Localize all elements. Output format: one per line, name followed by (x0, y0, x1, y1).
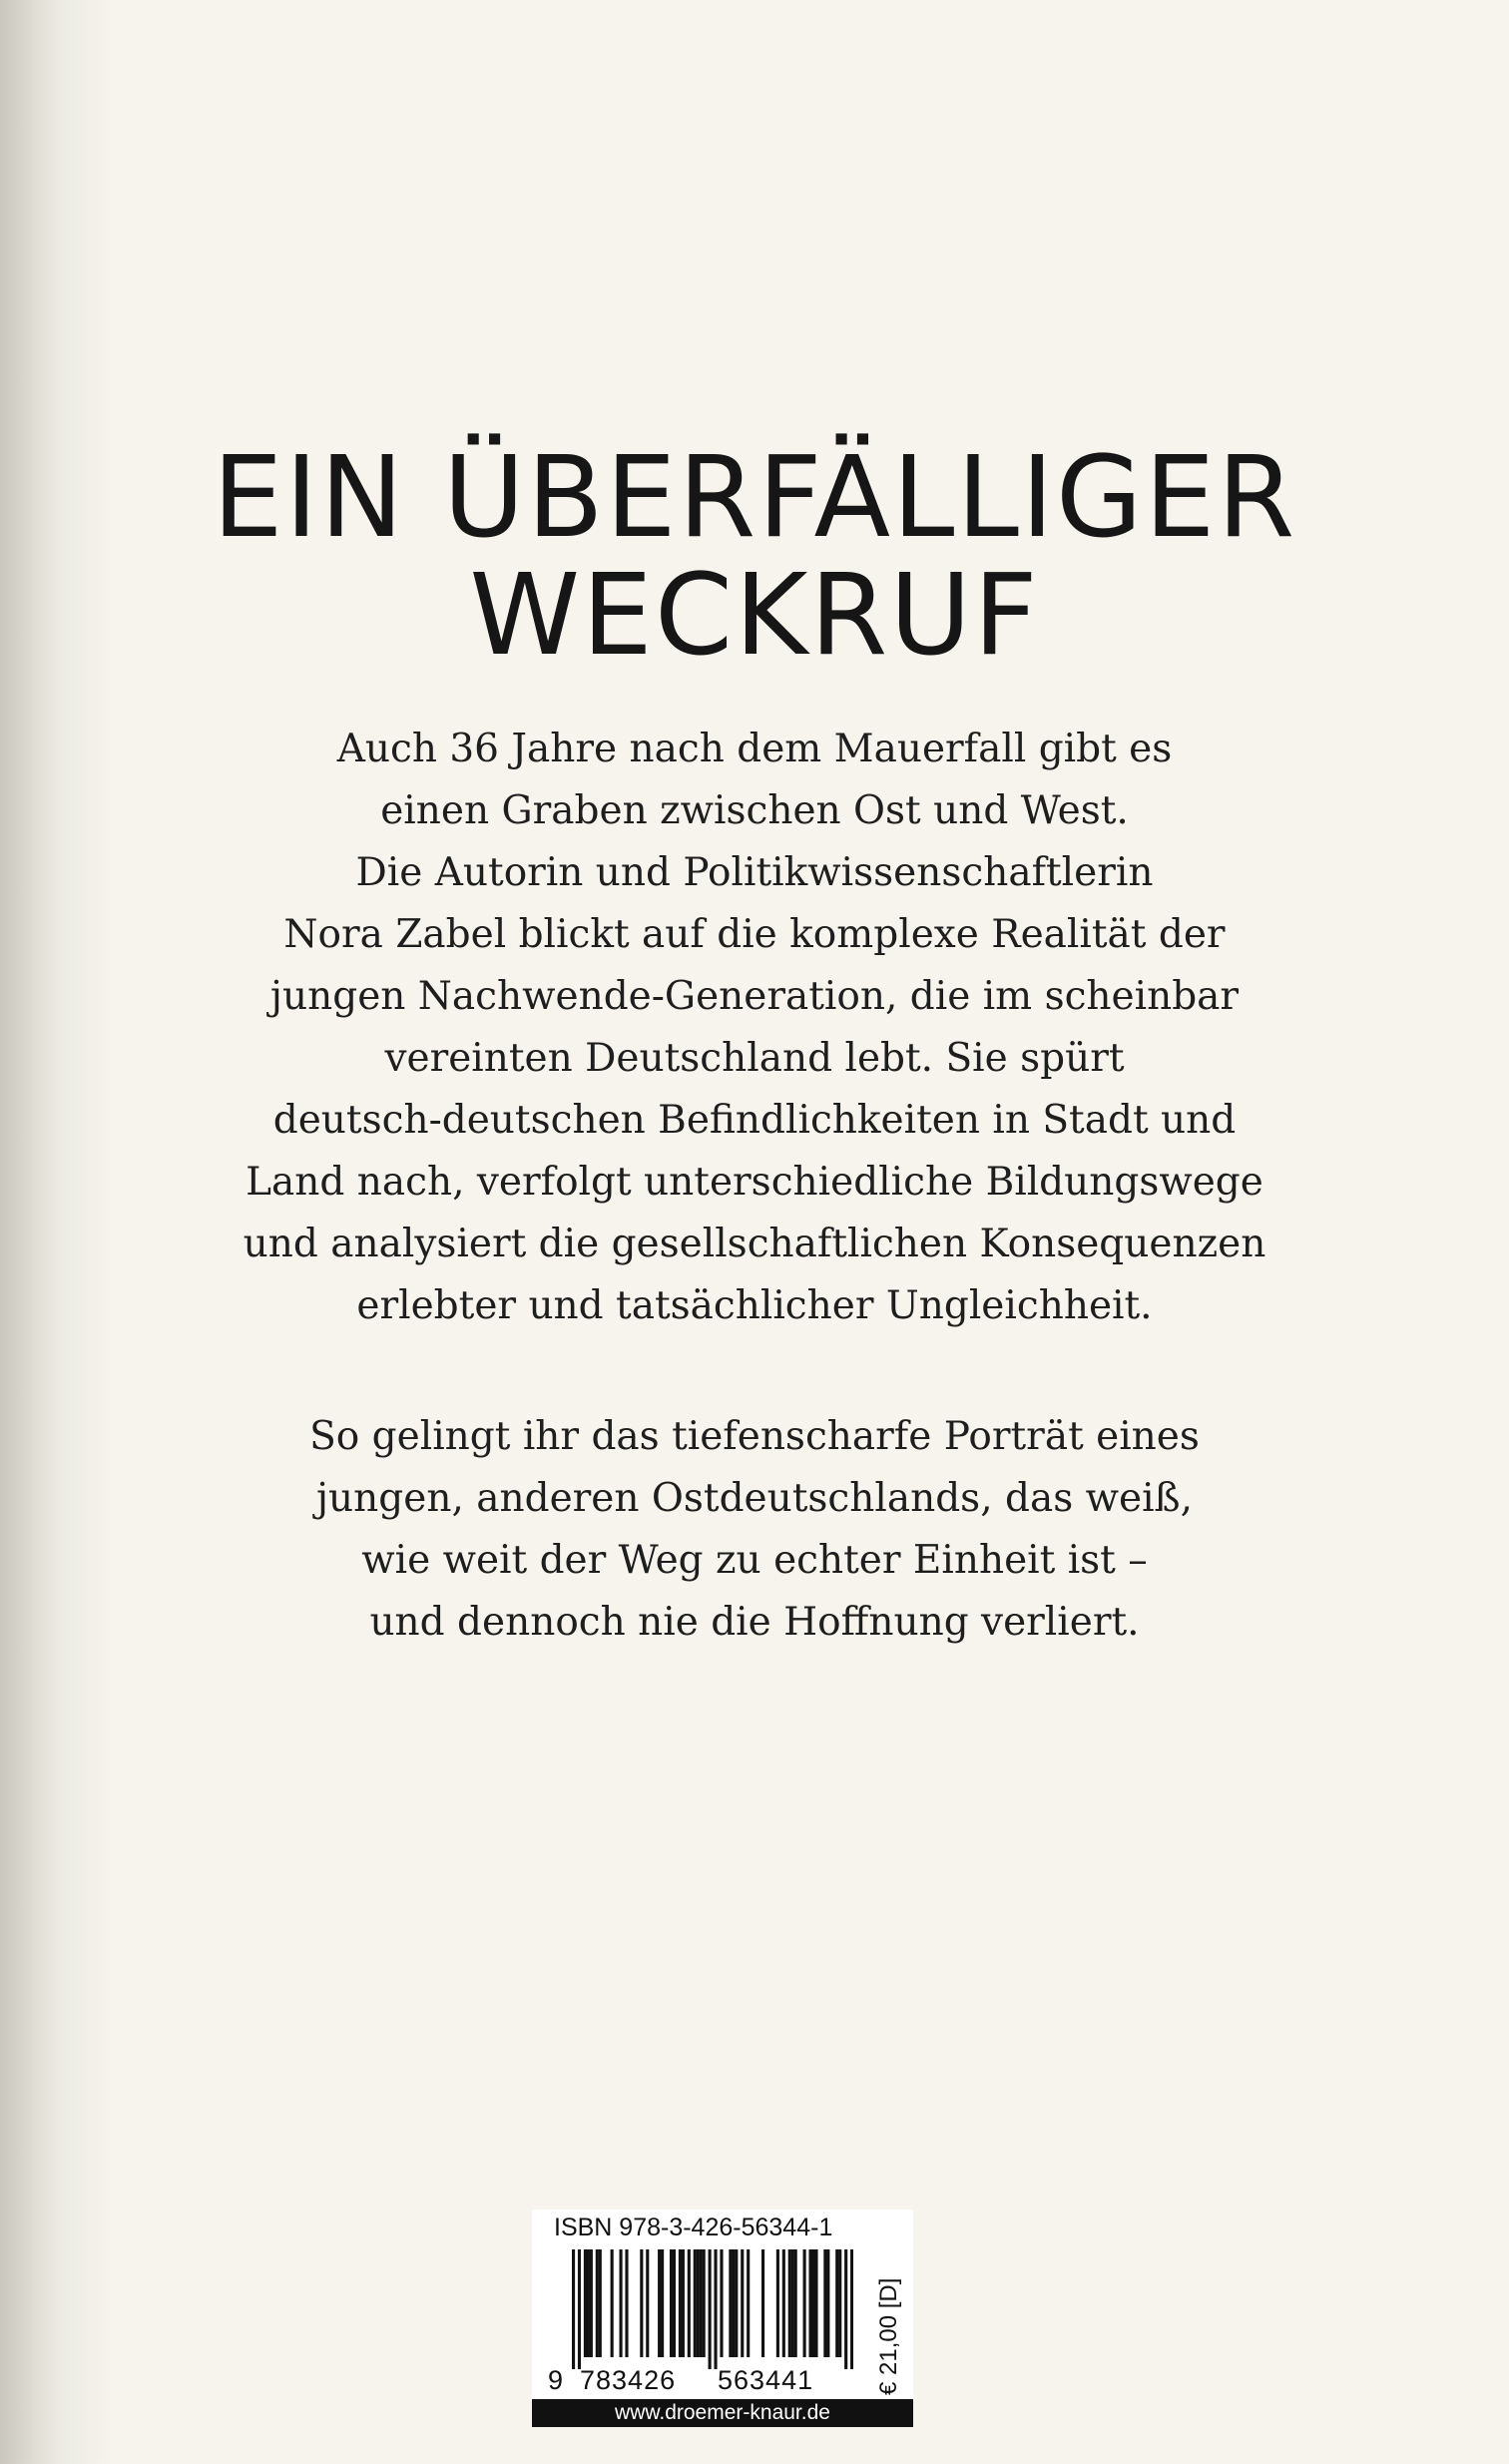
barcode-bar (776, 2249, 779, 2357)
barcode-bar (782, 2249, 785, 2357)
barcode-digits-left: 783426 (580, 2365, 677, 2395)
barcode-bar (625, 2249, 628, 2357)
blurb-line: einen Graben zwischen Ost und West. (380, 788, 1129, 833)
barcode-bars (572, 2249, 853, 2369)
barcode-bar (823, 2249, 826, 2357)
barcode-box (532, 2210, 913, 2427)
blurb-paragraph-2 (0, 1406, 1509, 1654)
isbn-label: ISBN 978-3-426-56344-1 (554, 2214, 833, 2241)
blurb-line: So gelingt ihr das tiefenscharfe Porträt eines (309, 1414, 1200, 1459)
barcode-bar (679, 2249, 682, 2357)
barcode-bar (808, 2249, 811, 2357)
barcode-bar (673, 2249, 676, 2357)
barcode-bar (761, 2249, 764, 2357)
barcode-bar (584, 2249, 587, 2357)
barcode-bar (732, 2249, 735, 2357)
barcode-bar (572, 2249, 575, 2369)
barcode-bar (729, 2249, 732, 2357)
blurb-paragraph-1 (0, 719, 1509, 1337)
barcode-bar (611, 2249, 614, 2357)
blurb-line: und dennoch nie die Hoffnung verliert. (369, 1600, 1140, 1645)
barcode-bar (661, 2249, 664, 2357)
barcode-bar (826, 2249, 829, 2357)
barcode-bar (670, 2249, 673, 2357)
headline-line-2: WECKRUF (469, 551, 1040, 681)
barcode-bar (814, 2249, 817, 2357)
blurb-line: jungen Nachwende-Generation, die im scheinbar (269, 974, 1240, 1019)
blurb-line: deutsch-deutschen Befindlichkeiten in Stadt und (272, 1098, 1237, 1143)
blurb-line: Auch 36 Jahre nach dem Mauerfall gibt es (336, 727, 1173, 771)
barcode-bar (596, 2249, 599, 2357)
blurb-line: vereinten Deutschland lebt. Sie spürt (384, 1036, 1125, 1081)
publisher-url: www.droemer-knaur.de (532, 2399, 913, 2427)
barcode-bar (587, 2249, 590, 2357)
barcode-bar (838, 2249, 841, 2357)
barcode-bar (658, 2249, 661, 2357)
barcode-bar (590, 2249, 593, 2357)
barcode-bar (811, 2249, 814, 2357)
barcode-bar (688, 2249, 691, 2357)
barcode-bar (599, 2249, 602, 2357)
headline (0, 433, 1509, 681)
blurb-line: und analysiert die gesellschaftlichen Konsequenzen (243, 1222, 1266, 1266)
barcode-digit-first: 9 (548, 2365, 564, 2395)
barcode-digits-right: 563441 (718, 2365, 814, 2395)
barcode-bar (682, 2249, 685, 2357)
barcode-bar (700, 2249, 703, 2357)
barcode-bar (619, 2249, 622, 2357)
barcode-bar (747, 2249, 750, 2357)
barcode-bar (720, 2249, 723, 2357)
barcode-bar (791, 2249, 794, 2357)
price-label: € 21,00 [D] (875, 2277, 902, 2395)
barcode-bar (835, 2249, 838, 2357)
barcode-bar (788, 2249, 791, 2357)
barcode-bar (850, 2249, 853, 2369)
blurb-line: jungen, anderen Ostdeutschlands, das weiß, (315, 1476, 1194, 1521)
barcode-bar (735, 2249, 738, 2357)
barcode-bar (709, 2249, 712, 2369)
barcode-bar (803, 2249, 806, 2357)
barcode-bar (714, 2249, 717, 2369)
barcode-bar (794, 2249, 797, 2357)
blurb-line: erlebter und tatsächlicher Ungleichheit. (356, 1283, 1153, 1328)
headline-line-1: EIN ÜBERFÄLLIGER (212, 433, 1297, 563)
blurb-line: Land nach, verfolgt unterschiedliche Bildungswege (246, 1160, 1263, 1205)
barcode-bar (646, 2249, 649, 2357)
barcode-bar (640, 2249, 643, 2357)
barcode-bar (844, 2249, 847, 2369)
barcode-bar (694, 2249, 697, 2357)
barcode-bar (697, 2249, 700, 2357)
blurb-line: wie weit der Weg zu echter Einheit ist – (361, 1538, 1148, 1583)
blurb-line: Nora Zabel blickt auf die komplexe Realität der (283, 912, 1226, 957)
barcode-bar (703, 2249, 706, 2357)
barcode-bar (741, 2249, 744, 2357)
blurb-line: Die Autorin und Politikwissenschaftlerin (355, 850, 1154, 895)
barcode-bar (578, 2249, 581, 2369)
